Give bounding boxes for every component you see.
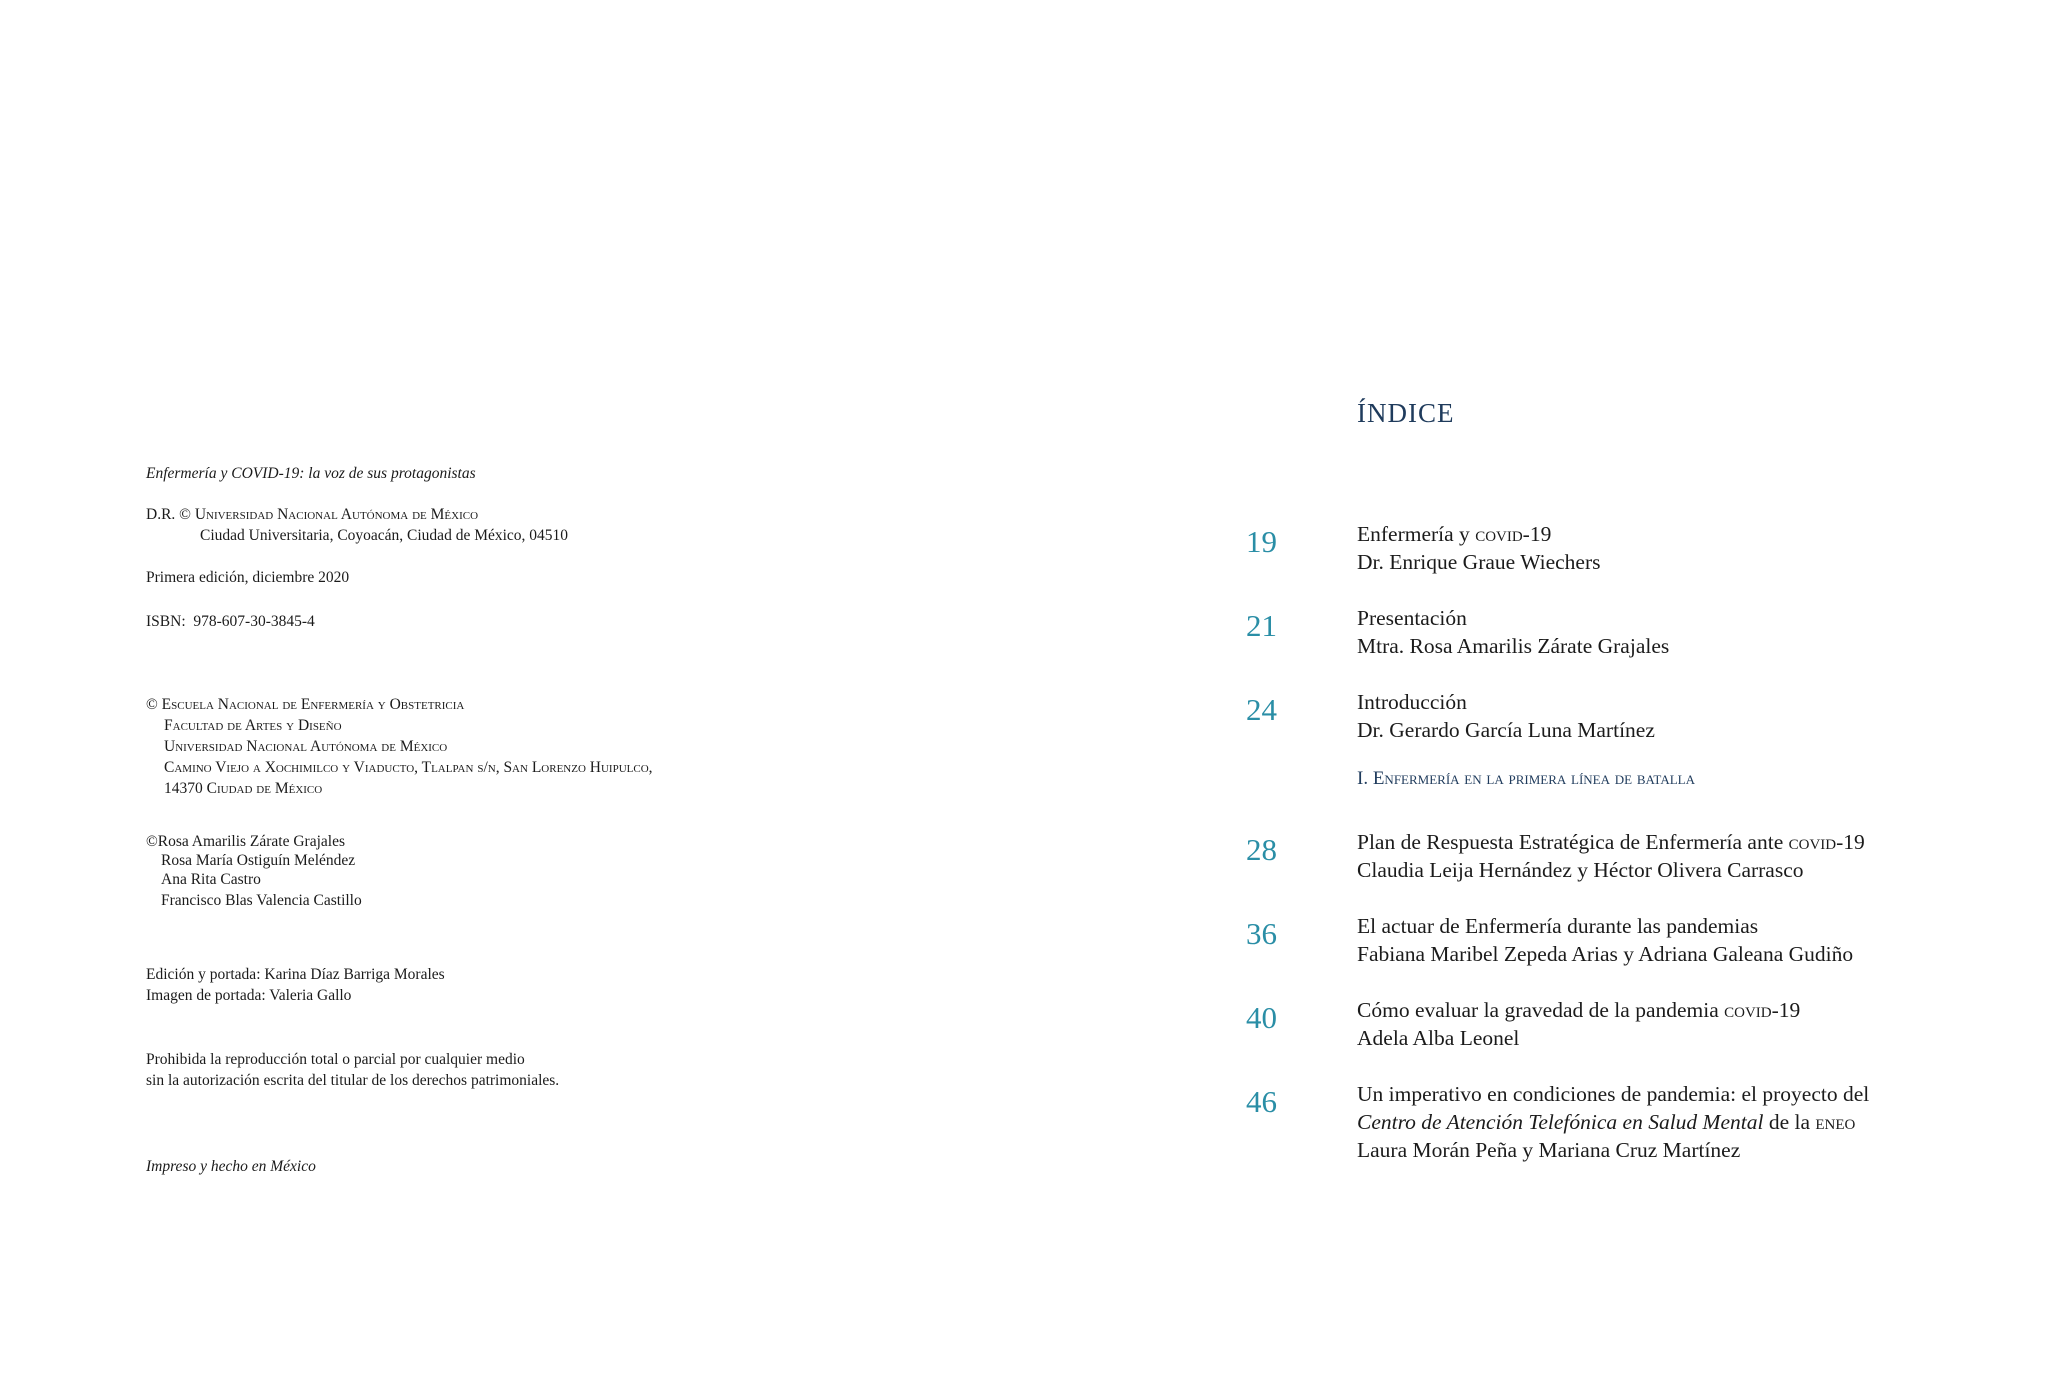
toc-entry-author: Laura Morán Peña y Mariana Cruz Martínez: [1357, 1138, 1741, 1162]
author-name: Francisco Blas Valencia Castillo: [161, 892, 362, 909]
toc-entry-author: Claudia Leija Hernández y Héctor Olivera Carrasco: [1357, 858, 1804, 882]
title-smallcaps: eneo: [1815, 1110, 1856, 1134]
author-name: Rosa María Ostiguín Meléndez: [161, 852, 356, 869]
author-line: [146, 831, 345, 852]
institution-name: Facultad de Artes y Diseño: [164, 717, 342, 734]
title-text: Plan de Respuesta Estratégica de Enfermería ante: [1357, 830, 1789, 854]
right-page-index: [1024, 0, 2048, 1386]
title-italic: Centro de Atención Telefónica en Salud Mental: [1357, 1110, 1764, 1134]
dr-address: Ciudad Universitaria, Coyoacán, Ciudad de México, 04510: [200, 527, 569, 544]
isbn-line: [146, 611, 315, 632]
toc-entry-title: [1357, 828, 1865, 856]
toc-entry-body: [1357, 604, 1669, 660]
toc-entry-title: [1357, 996, 1800, 1024]
credit-line: Edición y portada: Karina Díaz Barriga Morales: [146, 966, 445, 983]
toc-entry-title: El actuar de Enfermería durante las pandemias: [1357, 914, 1759, 938]
title-smallcaps: covid-19: [1475, 522, 1552, 546]
author-name: Ana Rita Castro: [161, 871, 261, 888]
printed-line: Impreso y hecho en México: [146, 1158, 316, 1175]
toc-entry-author: Dr. Enrique Graue Wiechers: [1357, 550, 1601, 574]
dr-prefix: D.R. ©: [146, 506, 191, 523]
dr-line: [146, 504, 478, 525]
title-text: Enfermería y: [1357, 522, 1476, 546]
page-number: 19: [1246, 524, 1277, 559]
book-title: Enfermería y COVID-19: la voz de sus protagonistas: [146, 465, 476, 482]
institution-address: Camino Viejo a Xochimilco y Viaducto, Tlalpan s/n, San Lorenzo Huipulco,: [164, 759, 653, 776]
isbn-label: ISBN:: [146, 613, 186, 630]
toc-entry-body: [1357, 1080, 1869, 1164]
index-title: índice: [1357, 389, 1455, 431]
toc-entry-title-cont: [1357, 1108, 1869, 1136]
author-name: Rosa Amarilis Zárate Grajales: [157, 833, 346, 850]
toc-entry-body: [1357, 828, 1865, 884]
page-number: 36: [1246, 916, 1277, 951]
page-number: 40: [1246, 1000, 1277, 1035]
title-text: de la: [1763, 1110, 1816, 1134]
page-number: 24: [1246, 692, 1277, 727]
toc-entry-author: Dr. Gerardo García Luna Martínez: [1357, 718, 1655, 742]
edition: Primera edición, diciembre 2020: [146, 569, 350, 586]
title-smallcaps: covid-19: [1788, 830, 1865, 854]
toc-entry-title: [1357, 520, 1601, 548]
institution-name: Universidad Nacional Autónoma de México: [164, 738, 448, 755]
toc-entry-body: [1357, 688, 1655, 744]
rights-line: Prohibida la reproducción total o parcial por cualquier medio: [146, 1051, 525, 1068]
dr-institution: Universidad Nacional Autónoma de México: [194, 506, 479, 523]
credit-line: Imagen de portada: Valeria Gallo: [146, 987, 352, 1004]
title-text: Cómo evaluar la gravedad de la pandemia: [1357, 998, 1725, 1022]
toc-entry-title: Presentación: [1357, 606, 1467, 630]
page-number: 21: [1246, 608, 1277, 643]
title-smallcaps: covid-19: [1724, 998, 1801, 1022]
institution-line: [146, 694, 464, 715]
institution-name: Escuela Nacional de Enfermería y Obstetricia: [161, 696, 465, 713]
page-number: 28: [1246, 832, 1277, 867]
toc-entry-title: Introducción: [1357, 690, 1467, 714]
rights-line: sin la autorización escrita del titular de los derechos patrimoniales.: [146, 1072, 560, 1089]
copyright-symbol: ©: [146, 696, 158, 713]
toc-entry-title: Un imperativo en condiciones de pandemia: el proyecto del: [1357, 1082, 1870, 1106]
institution-address: 14370 Ciudad de México: [164, 780, 323, 797]
toc-entry-body: [1357, 912, 1853, 968]
section-heading: I. Enfermería en la primera línea de batalla: [1357, 768, 1695, 789]
authors-prefix: ©: [146, 833, 158, 850]
isbn-value: 978-607-30-3845-4: [193, 613, 315, 630]
toc-entry-body: [1357, 520, 1601, 576]
toc-entry-body: [1357, 996, 1800, 1052]
toc-entry-author: Adela Alba Leonel: [1357, 1026, 1520, 1050]
toc-entry-author: Mtra. Rosa Amarilis Zárate Grajales: [1357, 634, 1670, 658]
toc-entry-author: Fabiana Maribel Zepeda Arias y Adriana Galeana Gudiño: [1357, 942, 1854, 966]
page-number: 46: [1246, 1084, 1277, 1119]
